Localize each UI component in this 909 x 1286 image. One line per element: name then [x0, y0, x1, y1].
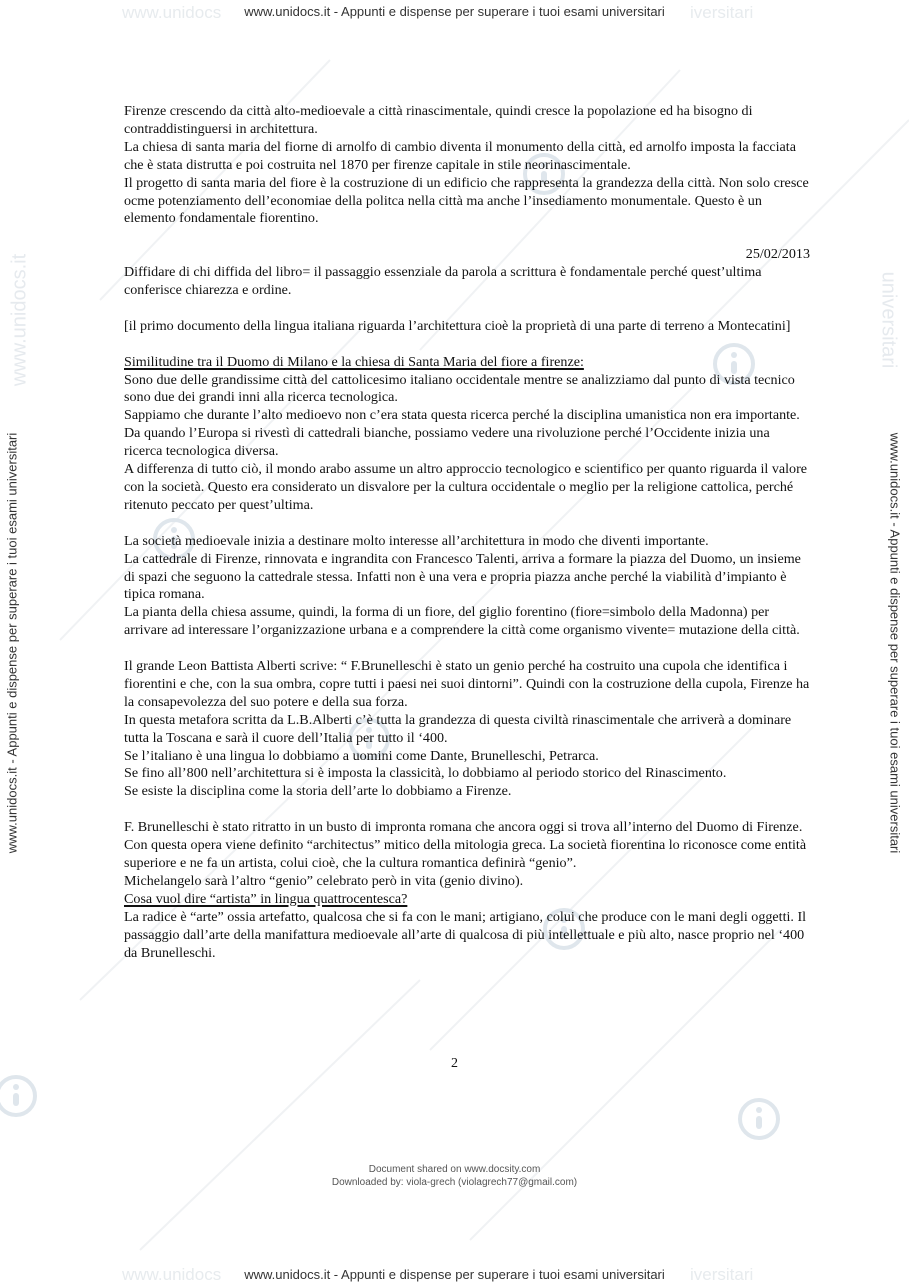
paragraph: Il grande Leon Battista Alberti scrive: “ F.Brunelleschi è stato un genio perché ha costruito una cupola che identifica i fiorentini e che, con la sua ombra, copre tutti i paesi nei suoi dintorni”. Quindi con la costruzione della cupola, Firenze ha la consapevolezza del suo potere e della sua forza. [124, 658, 810, 710]
share-footer [0, 1163, 909, 1189]
paragraph: Se esiste la disciplina come la storia dell’arte lo dobbiamo a Firenze. [124, 783, 512, 800]
paragraph: Diffidare di chi diffida del libro= il passaggio essenziale da parola a scrittura è fondamentale perché quest’ultima conferisce chiarezza e ordine. [124, 264, 762, 299]
paragraph: La società medioevale inizia a destinare molto interesse all’architettura in modo che diventi importante. [124, 532, 709, 549]
paragraph-gap [124, 300, 810, 318]
paragraph-gap [124, 801, 810, 819]
paragraph-gap [124, 640, 810, 658]
section-heading: Cosa vuol dire “artista” in lingua quattrocentesca? [124, 890, 408, 907]
paragraph: A differenza di tutto ciò, il mondo arabo assume un altro approccio tecnologico e scientifico per quanto riguarda il valore con la società. Questo era considerato un disvalore per la cultura occidentale o meglio per la religione cattolica, perché ritenuto peccato per quest’ultima. [124, 461, 808, 513]
watermark-faded-right: iversitari [690, 1265, 754, 1284]
paragraph: La chiesa di santa maria del fiorne di arnolfo di cambio diventa il monumento della città, ed arnolfo imposta la facciata che è stata distrutta e poi costruita nel 1870 per firenze capitale in stile neorinascimentale. [124, 138, 796, 173]
paragraph: In questa metafora scritta da L.B.Alberti c’è tutta la grandezza di questa civiltà rinascimentale che arriverà a dominare tutta la Toscana e sarà il cuore dell’Italia per tutto il ‘400. [124, 711, 792, 746]
paragraph: La pianta della chiesa assume, quindi, la forma di un fiore, del giglio forentino (fiore=simbolo della Madonna) per arrivare ad interessare l’organizzazione urbana e a comprendere la città come organismo vivente= mutazione della città. [124, 604, 800, 639]
watermark-header: www.unidocs.it - Appunti e dispense per superare i tuoi esami universitari [244, 4, 665, 19]
side-watermark-right: www.unidocs.it - Appunti e dispense per superare i tuoi esami universitari [887, 432, 903, 854]
paragraph: Se fino all’800 nell’architettura si è imposta la classicità, lo dobbiamo al periodo storico del Rinascimento. [124, 765, 727, 782]
unidocs-logo-icon [735, 1095, 783, 1143]
paragraph: Se l’italiano è una lingua lo dobbiamo a uomini come Dante, Brunelleschi, Petrarca. [124, 747, 599, 764]
lecture-date: 25/02/2013 [745, 246, 810, 263]
paragraph: Da quando l’Europa si rivestì di cattedrali bianche, possiamo vedere una rivoluzione perché l’Occidente inizia una ricerca tecnologica diversa. [124, 425, 770, 460]
watermark-faded-right: iversitari [690, 3, 754, 22]
paragraph: Michelangelo sarà l’altro “genio” celebrato però in vita (genio divino). [124, 872, 524, 889]
side-watermark-faded-left: www.unidocs.it [8, 253, 31, 387]
paragraph: Sappiamo che durante l’alto medioevo non c’era stata questa ricerca perché la disciplina umanistica non era importante. [124, 407, 800, 424]
paragraph-gap [124, 336, 810, 354]
paragraph-gap [124, 515, 810, 533]
paragraph: F. Brunelleschi è stato ritratto in un busto di impronta romana che ancora oggi si trova all’interno del Duomo di Firenze. Con questa opera viene definito “architectus” mitico della mitologia greca. La società fiorentina lo riconosce come entità superiore e ne fa un artista, colui cioè, che la cultura romantica definirà “genio”. [124, 819, 807, 871]
share-footer-line: Document shared on www.docsity.com [368, 1164, 541, 1175]
download-footer-line: Downloaded by: viola-grech (violagrech77@gmail.com) [331, 1177, 578, 1188]
watermark-faded-left: www.unidocs [122, 1265, 222, 1284]
side-watermark-faded-right: universitari [877, 271, 900, 369]
paragraph: Il progetto di santa maria del fiore è la costruzione di un edificio che rappresenta la grandezza della città. Non solo cresce ocme potenziamento dell’economiae della politca nella città ma anche l’insediamento monumentale. Questo è un elemento fondamentale fiorentino. [124, 174, 809, 227]
paragraph: Sono due delle grandissime città del cattolicesimo italiano occidentale mentre se analizziamo dal punto di vista tecnico sono due dei grandi inni alla ricerca tecnologica. [124, 371, 795, 406]
paragraph: Firenze crescendo da città alto-medioevale a città rinascimentale, quindi cresce la popolazione ed ha bisogno di contraddistinguersi in architettura. [124, 103, 753, 137]
watermark-footer: www.unidocs.it - Appunti e dispense per superare i tuoi esami universitari [244, 1267, 665, 1282]
paragraph: [il primo documento della lingua italiana riguarda l’architettura cioè la proprietà di una parte di terreno a Montecatini] [124, 317, 791, 334]
watermark-faded-left: www.unidocs [122, 3, 222, 22]
unidocs-logo-icon [0, 1072, 40, 1120]
paragraph: La cattedrale di Firenze, rinnovata e ingrandita con Francesco Talenti, arriva a formare la piazza del Duomo, un insieme di spazi che seguono la cattedrale stessa. Infatti non è una vera e propria piazza anche perché la viabilità d’impianto è tipica romana. [124, 550, 801, 603]
section-heading: Similitudine tra il Duomo di Milano e la chiesa di Santa Maria del fiore a firenze: [124, 353, 584, 370]
paragraph-gap [124, 228, 810, 246]
paragraph: La radice è “arte” ossia artefatto, qualcosa che si fa con le mani; artigiano, colui che produce con le mani degli oggetti. Il passaggio dall’arte della manifattura medioevale all’arte di qualcosa di più intellettuale e più alto, nasce proprio nel ‘400 da Brunelleschi. [124, 908, 807, 961]
document-body [124, 103, 810, 962]
side-watermark-left: www.unidocs.it - Appunti e dispense per superare i tuoi esami universitari [4, 432, 20, 854]
page-number: 2 [451, 1056, 458, 1071]
